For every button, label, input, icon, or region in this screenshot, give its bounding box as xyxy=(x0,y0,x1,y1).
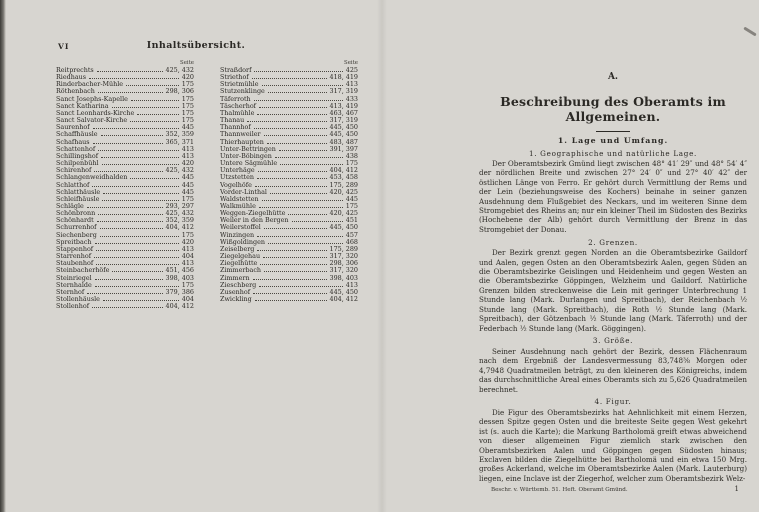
index-entry-name: Unterhäge xyxy=(220,166,255,175)
index-entry-pages: 404 xyxy=(181,252,194,261)
index-entry-name: Steinbacherhöfe xyxy=(56,266,110,275)
index-entry-name: Stappenhof xyxy=(56,244,94,253)
dot-leader xyxy=(93,128,179,129)
page-corner-mark xyxy=(743,27,756,37)
index-entry-pages: 445 xyxy=(181,123,194,132)
index-entry-name: Stollenhäusle xyxy=(56,295,100,303)
dot-leader xyxy=(137,114,178,115)
index-entry-pages: 352, 359 xyxy=(165,130,194,139)
dot-leader xyxy=(102,164,179,165)
dot-leader xyxy=(92,186,178,187)
index-entry-pages: 445, 450 xyxy=(329,287,358,296)
index-entry-name: Straßdorf xyxy=(220,66,252,74)
index-entry-name: Schlangenweidhalden xyxy=(56,173,128,182)
index-entry-pages: 451, 456 xyxy=(165,266,194,275)
index-entry-name: Schaffhäusle xyxy=(56,130,98,139)
index-entry-name: Thannhof xyxy=(220,123,251,132)
dot-leader xyxy=(263,257,326,258)
dot-leader xyxy=(258,171,327,172)
dot-leader xyxy=(96,264,179,265)
index-entry-pages: 438 xyxy=(345,151,358,160)
index-entry-name: Zusenhof xyxy=(220,287,251,296)
dot-leader xyxy=(264,228,327,229)
dot-leader xyxy=(93,143,163,144)
index-entry-pages: 175 xyxy=(181,194,194,203)
index-entry-pages: 352, 359 xyxy=(165,216,194,225)
dot-leader xyxy=(257,178,327,179)
dot-leader xyxy=(103,193,179,194)
index-entry-pages: 418, 419 xyxy=(329,73,358,82)
index-entry-name: Vorder-Linthal xyxy=(220,187,267,196)
dot-leader xyxy=(268,92,327,93)
dot-leader xyxy=(280,164,343,165)
dot-leader xyxy=(98,214,162,215)
index-entry-pages: 175 xyxy=(345,159,358,168)
dot-leader xyxy=(260,264,326,265)
dot-leader xyxy=(103,300,179,301)
index-entry-name: Striethof xyxy=(220,73,249,82)
index-entry-name: Waldstetten xyxy=(220,194,259,203)
index-entry-name: Spreitbach xyxy=(56,237,92,246)
index-entry-name: Wißgoldingen xyxy=(220,237,265,246)
index-entry-pages: 175 xyxy=(181,80,194,89)
dot-leader xyxy=(268,243,343,244)
index-entry-name: Weggen-Ziegelhütte xyxy=(220,209,286,218)
dot-leader xyxy=(94,171,162,172)
index-entry-name: Sternhof xyxy=(56,287,85,296)
index-entry-pages: 404, 412 xyxy=(165,302,194,311)
dot-leader xyxy=(92,307,162,308)
dot-leader xyxy=(257,250,326,251)
index-entry-pages: 175 xyxy=(181,108,194,117)
index-entry-name: Schattenhof xyxy=(56,144,96,153)
dot-leader xyxy=(247,121,326,122)
index-entry-name: Schleifhäusle xyxy=(56,194,100,203)
section xyxy=(479,397,747,483)
section-heading: 3. Größe. xyxy=(592,336,634,346)
index-entry-name: Starrenhof xyxy=(56,252,92,261)
index-entry-pages: 445 xyxy=(181,173,194,182)
section-paragraph: Seiner Ausdehnung nach gehört der Bezirk, dessen Flächenraum nach dem Ergebniß der Landesvermessung 83,748⅜ Morgen oder 4,7948 Quadratmeilen beträgt, zu den kleineren des Königreichs, indem das durchschnittliche Areal eines Oberamts sich zu 5,626 Quadratmeilen berechnet. xyxy=(479,346,747,394)
section xyxy=(479,238,747,333)
dot-leader xyxy=(101,157,179,158)
index-entry-name: Schlägle xyxy=(56,201,84,210)
dot-leader xyxy=(97,71,163,72)
folio-number: VI xyxy=(58,42,70,51)
dot-leader xyxy=(98,92,163,93)
index-entry-pages: 413 xyxy=(181,144,194,153)
index-entry-name: Thanau xyxy=(220,116,245,125)
index-entry-name: Sternhalde xyxy=(56,280,92,289)
index-entry-pages: 413, 419 xyxy=(329,101,358,110)
index-entry-name: Schlatthof xyxy=(56,180,90,189)
index-entry-name: Riedhaus xyxy=(56,73,87,82)
index-entry-pages: 463, 467 xyxy=(329,108,358,117)
section-heading: 1. Geographische und natürliche Lage. xyxy=(528,148,698,158)
page-footer xyxy=(479,485,747,493)
dot-leader xyxy=(126,85,179,86)
index-entry-pages: 293, 297 xyxy=(165,201,194,210)
dot-leader xyxy=(259,107,327,108)
index-entry-pages: 175, 289 xyxy=(329,244,358,253)
section-paragraph: Die Figur des Oberamtsbezirks hat Aehnlichkeit mit einem Herzen, dessen Spitze gegen Osten und die breiteste Seite gegen West gekehrt ist (s. auch die Karte); die Markung Bartholomä greift etwas abweichend von dieser allgemeinen Figur ziemlich stark zwischen den Oberamtsbezirken Aalen und Göppingen gegen Südosten hinaus; Exclaven bilden die Ziegelhütte bei Bartholomä und ein etwa 150 Mrg. großes Ackerland, welche im Oberamtsbezirke Aalen (Mark. Lauterburg) liegen, eine Inclave ist der Ziegerhof, welcher zum Oberamtsbezirk Welz- xyxy=(479,407,747,483)
section xyxy=(479,336,747,394)
index-entry-pages: 413 xyxy=(345,280,358,289)
dot-leader xyxy=(254,100,343,101)
index-entry-pages: 445, 450 xyxy=(329,123,358,132)
dot-leader xyxy=(292,221,343,222)
dot-leader xyxy=(267,143,327,144)
dot-leader xyxy=(255,186,327,187)
dot-leader xyxy=(102,200,178,201)
index-entry-name: Sanct Salvator-Kirche xyxy=(56,116,128,125)
dot-leader xyxy=(89,78,179,79)
index-entry-pages: 420, 425 xyxy=(329,209,358,218)
index-entry-pages: 175, 289 xyxy=(329,180,358,189)
title-rule xyxy=(596,131,630,132)
index-list-1 xyxy=(56,67,194,310)
index-entry-name: Staubenhof xyxy=(56,259,94,268)
dot-leader xyxy=(130,121,179,122)
dot-leader xyxy=(255,300,327,301)
index-entry-pages: 391, 397 xyxy=(329,144,358,153)
dot-leader xyxy=(264,135,327,136)
left-page-header xyxy=(56,40,358,54)
index-entry-name: Utzstetten xyxy=(220,173,254,182)
index-entry-name: Stutzenklinge xyxy=(220,87,265,96)
index-entry-pages: 365, 371 xyxy=(165,137,194,146)
index-entry-pages: 468 xyxy=(345,237,358,246)
index-entry-pages: 420 xyxy=(181,237,194,246)
index-entry-name: Schlatthäusle xyxy=(56,187,101,196)
dot-leader xyxy=(95,286,179,287)
index-entry-name: Unter-Bettringen xyxy=(220,144,276,153)
index-entry-pages: 175 xyxy=(181,280,194,289)
index-entry-pages: 317, 320 xyxy=(329,266,358,275)
dot-leader xyxy=(262,200,343,201)
dot-leader xyxy=(112,107,179,108)
section-heading: 2. Grenzen. xyxy=(588,237,638,247)
index-entry-name: Zieschberg xyxy=(220,280,257,289)
dot-leader xyxy=(100,236,179,237)
index-entry-pages: 413 xyxy=(181,244,194,253)
dot-leader xyxy=(270,193,327,194)
index-entry-pages: 457 xyxy=(345,230,358,239)
index-entry-name: Ziegelgehau xyxy=(220,252,261,261)
index-entry-name: Schilpenbühl xyxy=(56,159,99,168)
index-entry-pages: 404, 412 xyxy=(165,223,194,232)
index-entry-pages: 398, 403 xyxy=(329,273,358,282)
index-entry-name: Untere Sägmühle xyxy=(220,159,278,168)
dot-leader xyxy=(101,135,163,136)
dot-leader xyxy=(262,85,343,86)
index-entry-name: Sanct Josephs-Kapelle xyxy=(56,94,128,103)
index-entry-pages: 433 xyxy=(345,94,358,103)
dot-leader xyxy=(253,293,326,294)
dot-leader xyxy=(259,286,343,287)
index-entry-pages: 298, 306 xyxy=(329,259,358,268)
index-entry-pages: 425, 432 xyxy=(165,66,194,74)
index-entry-name: Siechenberg xyxy=(56,230,97,239)
index-entry-name: Thierhaupten xyxy=(220,137,264,146)
index-entry-pages: 404 xyxy=(181,295,194,303)
index-entry-pages: 175 xyxy=(181,101,194,110)
index-entry-pages: 413 xyxy=(181,151,194,160)
index-entry-pages: 425, 432 xyxy=(165,209,194,218)
page-number: 1 xyxy=(734,485,739,494)
seite-label: Seite xyxy=(180,60,194,66)
index-entry-pages: 413 xyxy=(345,80,358,89)
seite-label: Seite xyxy=(344,60,358,66)
index-entry-pages: 445, 450 xyxy=(329,223,358,232)
index-column-1 xyxy=(56,60,194,310)
index-title: Inhaltsübersicht. xyxy=(146,40,246,51)
index-entry-name: Thalmühle xyxy=(220,108,255,117)
index-entry-pages: 317, 320 xyxy=(329,252,358,261)
index-entry-pages: 453, 458 xyxy=(329,173,358,182)
index-entry-pages: 420, 425 xyxy=(329,187,358,196)
index-entry-name: Vogelhöfe xyxy=(220,180,252,189)
index-entry-pages: 175 xyxy=(181,116,194,125)
dot-leader xyxy=(87,293,162,294)
index-entry-pages: 445 xyxy=(345,194,358,203)
index-entry-pages: 404, 412 xyxy=(329,166,358,175)
dot-leader xyxy=(87,207,163,208)
index-column-2 xyxy=(220,60,358,310)
chapter-title: Beschreibung des Oberamts im Allgemeinen. xyxy=(500,94,726,124)
section-heading: 1. Lage und Umfang. xyxy=(557,136,669,145)
index-entry-name: Röthenbach xyxy=(56,87,95,96)
dot-leader xyxy=(279,150,327,151)
index-entry-name: Sanct Katharina xyxy=(56,101,109,110)
index-entry-name: Zeiselberg xyxy=(220,244,255,253)
chapter-letter: A. xyxy=(607,72,619,82)
section-heading: 4. Figur. xyxy=(594,397,632,407)
index-entry-name: Reitprechts xyxy=(56,66,94,74)
dot-leader xyxy=(100,228,163,229)
index-entry-pages: 298, 306 xyxy=(165,87,194,96)
dot-leader xyxy=(253,279,327,280)
index-entry-pages: 317, 319 xyxy=(329,87,358,96)
index-entry xyxy=(220,296,358,303)
index-entry-pages: 445 xyxy=(181,187,194,196)
index-entry-name: Weiler in den Bergen xyxy=(220,216,289,225)
index-entry-name: Thannweiler xyxy=(220,130,261,139)
index-entry-name: Ziegelhütte xyxy=(220,259,258,268)
index-entry-name: Zwickling xyxy=(220,295,252,303)
index-entry-pages: 445, 450 xyxy=(329,130,358,139)
dot-leader xyxy=(257,114,326,115)
index-entry-name: Schönhardt xyxy=(56,216,94,225)
index-entry-name: Stollenhof xyxy=(56,302,90,311)
index-entry-pages: 175 xyxy=(181,94,194,103)
index-entry-pages: 425 xyxy=(345,66,358,74)
index-entry-name: Zimmerbach xyxy=(220,266,262,275)
index-entry-name: Walkmühle xyxy=(220,201,256,210)
index-entry-pages: 398, 403 xyxy=(165,273,194,282)
index-entry-pages: 420 xyxy=(181,159,194,168)
index-entry-name: Sanct Leonhards-Kirche xyxy=(56,108,135,117)
left-page xyxy=(56,40,358,310)
index-entry-pages: 404, 412 xyxy=(329,295,358,303)
dot-leader xyxy=(288,214,326,215)
index-list-2 xyxy=(220,67,358,303)
dot-leader xyxy=(259,207,343,208)
dot-leader xyxy=(131,100,179,101)
dot-leader xyxy=(112,271,162,272)
dot-leader xyxy=(96,250,179,251)
index-entry-pages: 445 xyxy=(181,180,194,189)
index-entry-name: Winzingen xyxy=(220,230,255,239)
index-entry-pages: 451 xyxy=(345,216,358,225)
printer-signature: Beschr. v. Württemb. 51. Heft. Oberamt Gmünd. xyxy=(491,487,628,494)
index-entry-pages: 175 xyxy=(345,201,358,210)
dot-leader xyxy=(130,178,178,179)
index-columns xyxy=(56,60,358,310)
dot-leader xyxy=(94,257,179,258)
section xyxy=(479,149,747,235)
dot-leader xyxy=(254,71,342,72)
index-entry-name: Zimmern xyxy=(220,273,250,282)
index-entry-name: Strietmühle xyxy=(220,80,259,89)
dot-leader xyxy=(97,221,163,222)
dot-leader xyxy=(257,236,343,237)
index-entry-pages: 175 xyxy=(181,230,194,239)
index-entry-name: Rinderbacher-Mühle xyxy=(56,80,124,89)
page-fold xyxy=(377,0,387,512)
index-entry-pages: 483, 487 xyxy=(329,137,358,146)
index-entry-name: Täscherhof xyxy=(220,101,257,110)
section-paragraph: Der Bezirk grenzt gegen Norden an die Oberamtsbezirke Gaildorf und Aalen, gegen Osten an den Oberamtsbezirk Aalen, gegen Süden an die Oberamtsbezirke Geislingen und Heidenheim und gegen Westen an die Oberamtsbezirke Göppingen, Welzheim und Gaildorf. Natürliche Grenzen bilden streckenweise die Lein mit geringer Unterbrechung 1 Stunde lang (Mark. Durlangen und Spreitbach), der Reichenbach ½ Stunde lang (Mark. Spreitbach), die Roth ½ Stunde lang (Mark. Spreitbach), der Götzenbach ½ Stunde lang (Mark. Täferroth) und der Federbach ½ Stunde lang (Mark. Göggingen). xyxy=(479,248,747,333)
index-entry-name: Schafhaus xyxy=(56,137,90,146)
index-entry-name: Schönbronn xyxy=(56,209,96,218)
index-entry-name: Weilerstoffel xyxy=(220,223,261,232)
index-entry xyxy=(56,303,194,310)
chapter-sections xyxy=(479,136,747,483)
dot-leader xyxy=(275,157,343,158)
index-entry-name: Schirenhof xyxy=(56,166,92,175)
index-entry-name: Schillingshof xyxy=(56,151,99,160)
section xyxy=(479,136,747,145)
index-entry-pages: 425, 432 xyxy=(165,166,194,175)
index-entry-pages: 379, 386 xyxy=(165,287,194,296)
index-entry-name: Saurenhof xyxy=(56,123,90,132)
index-entry-name: Steinriegel xyxy=(56,273,92,282)
dot-leader xyxy=(98,150,179,151)
index-entry-pages: 413 xyxy=(181,259,194,268)
index-entry-name: Schurrenhof xyxy=(56,223,97,232)
index-entry-pages: 420 xyxy=(181,73,194,82)
book-gutter-shadow xyxy=(0,0,6,512)
index-entry-pages: 317, 319 xyxy=(329,116,358,125)
section-paragraph: Der Oberamtsbezirk Gmünd liegt zwischen 48° 41′ 29″ und 48° 54′ 4″ der nördlichen Breite und zwischen 27° 24′ 0″ und 27° 40′ 42″ der östlichen Länge von Ferro. Er gehört durch Vermittlung der Rems und der Lein (beziehungsweise des Kochers) beinahe in seiner ganzen Ausdehnung dem Flußgebiet des Neckars, und im weiteren Sinne dem Stromgebiet des Rheins an; nur ein kleiner Theil im Südosten des Bezirks (Hochebene der Alb) gehört durch Vermittlung der Brenz in das Stromgebiet der Donau. xyxy=(479,159,747,234)
index-entry-name: Täferroth xyxy=(220,94,251,103)
index-entry-name: Unter-Böbingen xyxy=(220,151,272,160)
right-page xyxy=(479,72,747,493)
dot-leader xyxy=(264,271,326,272)
dot-leader xyxy=(252,78,327,79)
dot-leader xyxy=(95,279,163,280)
dot-leader xyxy=(95,243,179,244)
dot-leader xyxy=(254,128,327,129)
